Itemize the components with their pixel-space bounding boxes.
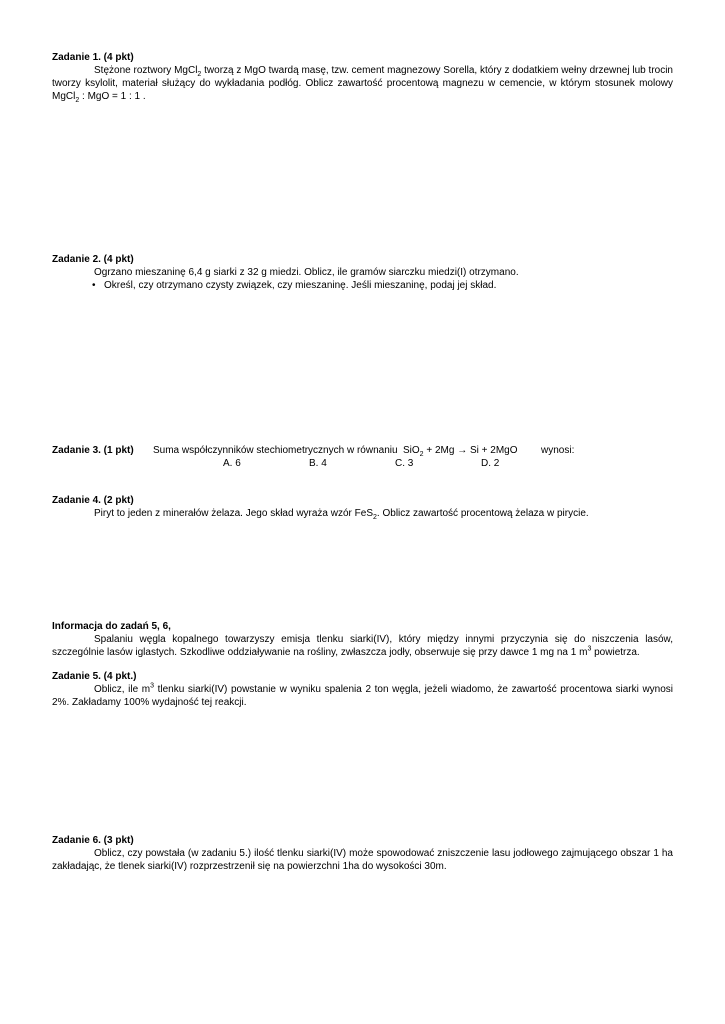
info-text-part: Spalaniu węgla kopalnego towarzyszy emisja tlenku siarki(IV), który między innymi przyczynia się do niszczenia lasów, szczególnie lasów iglastych. Szkodliwe oddziaływanie na rośliny, zwłaszcza jodły, obserwuje się przy dawce 1 mg na 1 m (52, 634, 673, 658)
task-3-title: Zadanie 3. (1 pkt) (52, 445, 134, 456)
task-6-text: Oblicz, czy powstała (w zadaniu 5.) ilość tlenku siarki(IV) może spowodować zniszczenie lasu jodłowego zajmującego obszar 1 ha zakładając, że tlenek siarki(IV) rozprzestrzenił się na powierzchni 1ha do wysokości 30m. (52, 848, 673, 872)
info-text-part: powietrza. (591, 647, 640, 658)
task-1 (52, 51, 673, 103)
task-1-title: Zadanie 1. (4 pkt) (52, 52, 134, 63)
task-2-bullet-item (52, 279, 673, 292)
subscript: 2 (373, 514, 377, 521)
subscript: 2 (75, 97, 80, 104)
task-4-text-part: Piryt to jeden z minerałów żelaza. Jego skład wyraża wzór FeS (94, 508, 374, 519)
task-3-text: Suma współczynników stechiometrycznych w równaniu (153, 445, 398, 456)
task-1-text-part: : MgO = 1 : 1 . (79, 91, 146, 102)
task-4-text (52, 507, 673, 520)
info-text (52, 633, 673, 659)
task-3-equation (403, 444, 518, 457)
task-2 (52, 253, 673, 292)
info-title: Informacja do zadań 5, 6, (52, 621, 171, 632)
task-2-bullet-text: Określ, czy otrzymano czysty związek, czy mieszaninę. Jeśli mieszaninę, podaj jej skład. (104, 280, 497, 291)
task-5-text (52, 683, 673, 709)
task-2-text: Ogrzano mieszaninę 6,4 g siarki z 32 g miedzi. Oblicz, ile gramów siarczku miedzi(I) otrzymano. (94, 267, 519, 278)
option-b: B. 4 (309, 458, 327, 469)
task-3-text-end: wynosi: (541, 445, 575, 456)
task-3-question (52, 444, 673, 457)
option-c: C. 3 (395, 458, 414, 469)
option-d: D. 2 (481, 458, 500, 469)
task-3-options (52, 457, 673, 470)
equation-part: + 2Mg → Si + 2MgO (423, 445, 518, 456)
subscript: 2 (197, 71, 202, 78)
task-6-title: Zadanie 6. (3 pkt) (52, 835, 134, 846)
task-6 (52, 834, 673, 873)
task-5 (52, 670, 673, 709)
task-2-title: Zadanie 2. (4 pkt) (52, 254, 134, 265)
task-4 (52, 494, 673, 520)
task-1-text-part: Stężone roztwory MgCl (94, 65, 198, 76)
option-a: A. 6 (223, 458, 241, 469)
task-5-text-part: Oblicz, ile m (94, 684, 151, 695)
info-block (52, 620, 673, 659)
task-4-title: Zadanie 4. (2 pkt) (52, 495, 134, 506)
task-4-text-part: . Oblicz zawartość procentową żelaza w pirycie. (376, 508, 589, 519)
equation-part: SiO (403, 445, 420, 456)
task-1-text-part: tworzą z MgO twardą masę, tzw. cement magnezowy Sorella, który z dodatkiem wełny drzewnej lub trocin tworzy ksylolit, materiał służący do wykładania podłóg. Oblicz zawartość procentową magnezu w cemencie, w którym stosunek molowy MgCl (52, 65, 673, 102)
task-3 (52, 444, 673, 470)
bullet-icon: • (92, 280, 96, 291)
superscript: 3 (587, 645, 592, 653)
task-5-text-part: tlenku siarki(IV) powstanie w wyniku spalenia 2 ton węgla, jeżeli wiadomo, że zawartość procentowa siarki wynosi 2%. Zakładamy 100% wydajność tej reakcji. (52, 684, 674, 708)
task-5-title: Zadanie 5. (4 pkt.) (52, 671, 137, 682)
task-1-text (52, 64, 673, 103)
superscript: 3 (150, 682, 155, 690)
subscript: 2 (419, 451, 424, 458)
